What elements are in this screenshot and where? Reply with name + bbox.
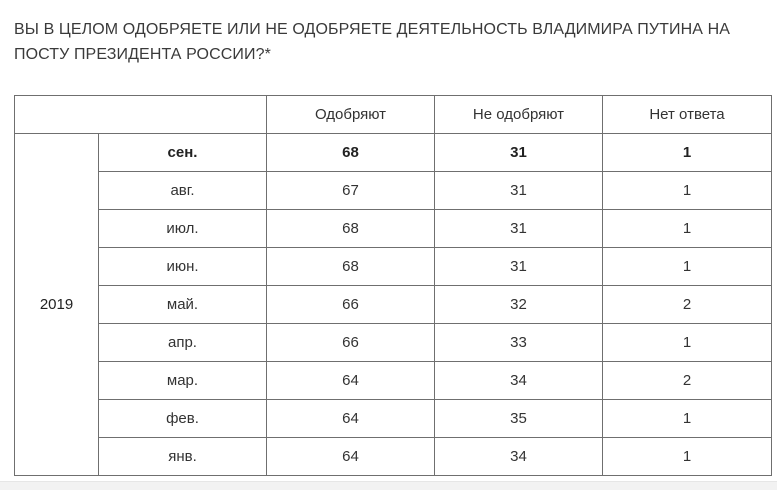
approve-cell: 68 — [267, 210, 435, 248]
month-cell: мар. — [99, 362, 267, 400]
disapprove-cell: 34 — [435, 362, 603, 400]
approve-cell: 68 — [267, 248, 435, 286]
approve-cell: 66 — [267, 286, 435, 324]
month-cell: июл. — [99, 210, 267, 248]
table-row — [15, 134, 772, 172]
header-no-answer: Нет ответа — [603, 96, 772, 134]
header-approve: Одобряют — [267, 96, 435, 134]
header-empty-cell — [15, 96, 267, 134]
approve-cell: 66 — [267, 324, 435, 362]
year-cell: 2019 — [15, 134, 99, 476]
disapprove-cell: 34 — [435, 438, 603, 476]
month-cell: авг. — [99, 172, 267, 210]
no-answer-cell: 1 — [603, 248, 772, 286]
table-row — [15, 286, 772, 324]
table-header-row — [15, 96, 772, 134]
approve-cell: 64 — [267, 400, 435, 438]
disapprove-cell: 31 — [435, 134, 603, 172]
month-cell: сен. — [99, 134, 267, 172]
table-row — [15, 210, 772, 248]
disapprove-cell: 31 — [435, 172, 603, 210]
approve-cell: 68 — [267, 134, 435, 172]
no-answer-cell: 1 — [603, 438, 772, 476]
table-row — [15, 362, 772, 400]
no-answer-cell: 1 — [603, 324, 772, 362]
disapprove-cell: 35 — [435, 400, 603, 438]
month-cell: май. — [99, 286, 267, 324]
table-row — [15, 324, 772, 362]
approve-cell: 64 — [267, 362, 435, 400]
table-row — [15, 400, 772, 438]
disapprove-cell: 31 — [435, 248, 603, 286]
table-row — [15, 438, 772, 476]
no-answer-cell: 2 — [603, 362, 772, 400]
disapprove-cell: 32 — [435, 286, 603, 324]
no-answer-cell: 1 — [603, 172, 772, 210]
approve-cell: 64 — [267, 438, 435, 476]
header-disapprove: Не одобряют — [435, 96, 603, 134]
month-cell: янв. — [99, 438, 267, 476]
table-row — [15, 172, 772, 210]
poll-results-table — [14, 95, 772, 476]
no-answer-cell: 2 — [603, 286, 772, 324]
table-row — [15, 248, 772, 286]
month-cell: апр. — [99, 324, 267, 362]
no-answer-cell: 1 — [603, 210, 772, 248]
month-cell: июн. — [99, 248, 267, 286]
disapprove-cell: 33 — [435, 324, 603, 362]
no-answer-cell: 1 — [603, 400, 772, 438]
month-cell: фев. — [99, 400, 267, 438]
no-answer-cell: 1 — [603, 134, 772, 172]
question-title: ВЫ В ЦЕЛОМ ОДОБРЯЕТЕ ИЛИ НЕ ОДОБРЯЕТЕ ДЕЯТЕЛЬНОСТЬ ВЛАДИМИРА ПУТИНА НА ПОСТУ ПРЕЗИДЕНТА РОССИИ?* — [14, 21, 731, 63]
approve-cell: 67 — [267, 172, 435, 210]
disapprove-cell: 31 — [435, 210, 603, 248]
